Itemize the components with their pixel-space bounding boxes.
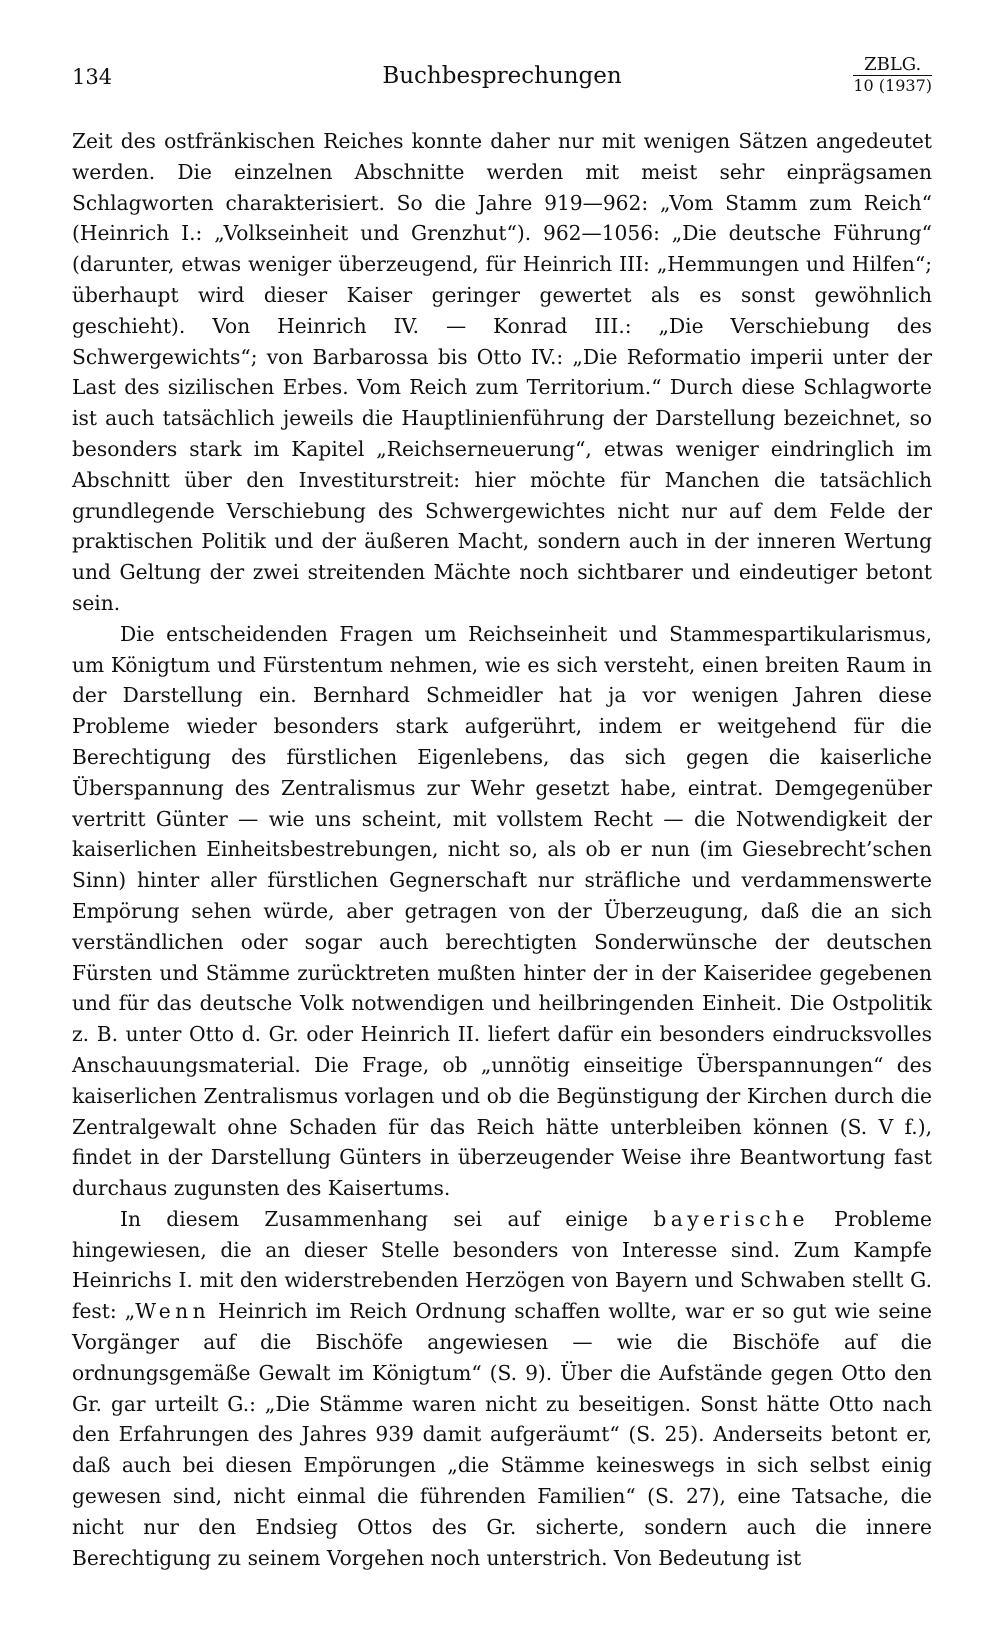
paragraph-2: Die entscheidenden Fragen um Reichseinheit und Stammespartikularismus, um Königtum und Fürstentum nehmen, wie es sich versteht, einen breiten Raum in der Darstellung ein. Bernhard Schmeidler hat ja vor wenigen Jahren diese Probleme wieder besonders stark aufgerührt, indem er weitgehend für die Berechtigung des fürstlichen Eigenlebens, das sich gegen die kaiserliche Überspannung des Zentralismus zur Wehr gesetzt habe, eintrat. Demgegenüber vertritt Günter — wie uns scheint, mit vollstem Recht — die Notwendigkeit der kaiserlichen Einheitsbestrebungen, nicht so, als ob er nun (im Giesebrecht’schen Sinn) hinter aller fürstlichen Gegnerschaft nur sträfliche und verdammenswerte Empörung sehen würde, aber getragen von der Überzeugung, daß die an sich verständlichen oder sogar auch berechtigten Sonderwünsche der deutschen Fürsten und Stämme zurücktreten mußten hinter der in der Kaiseridee gegebenen und für das deutsche Volk notwendigen und heilbringenden Einheit. Die Ostpolitik z. B. unter Otto d. Gr. oder Heinrich II. liefert dafür ein besonders eindrucksvolles Anschauungsmaterial. Die Frage, ob „unnötig einseitige Überspannungen“ des kaiserlichen Zentralismus vorlagen und ob die Begünstigung der Kirchen durch die Zentralgewalt ohne Schaden für das Reich hätte unterbleiben können (S. V f.), findet in der Darstellung Günters in überzeugender Weise ihre Beantwortung fast durchaus zugunsten des Kaisertums. — [72, 621, 932, 1201]
paragraph-1: Zeit des ostfränkischen Reiches konnte daher nur mit wenigen Sätzen angedeutet werden. Die einzelnen Abschnitte werden mit meist sehr einprägsamen Schlagworten charakterisiert. So die Jahre 919—962: „Vom Stamm zum Reich“ (Heinrich I.: „Volkseinheit und Grenzhut“). 962—1056: „Die deutsche Führung“ (darunter, etwas weniger überzeugend, für Heinrich III: „Hemmungen und Hilfen“; überhaupt wird dieser Kaiser geringer gewertet als es sonst gewöhnlich geschieht). Von Heinrich IV. — Konrad III.: „Die Verschiebung des Schwergewichts“; von Barbarossa bis Otto IV.: „Die Reformatio imperii unter der Last des sizilischen Erbes. Vom Reich zum Territorium.“ Durch diese Schlagworte ist auch tatsächlich jeweils die Hauptlinienführung der Darstellung bezeichnet, so besonders stark im Kapitel „Reichserneuerung“, etwas weniger eindringlich im Abschnitt über den Investiturstreit: hier möchte für Manchen die tatsächlich grundlegende Verschiebung des Schwergewichtes nicht nur auf dem Felde der praktischen Politik und der äußeren Macht, sondern auch in der inneren Wertung und Geltung der zwei streitenden Mächte noch sichtbarer und eindeutiger betont sein. — [72, 129, 932, 615]
paragraph-3-part-1: In diesem Zusammenhang sei auf einige — [120, 1206, 654, 1231]
paragraph-3-part-3: Heinrich im Reich Ordnung schaffen wollte, war er so gut wie seine Vorgänger auf die Bischöfe angewiesen — wie die Bischöfe auf die ordnungsgemäße Gewalt im Königtum“ (S. 9). Über die Aufstände gegen Otto den Gr. gar urteilt G.: „Die Stämme waren nicht zu beseitigen. Sonst hätte Otto nach den Erfahrungen des Jahres 939 damit aufgeräumt“ (S. 25). Anderseits betont er, daß auch bei diesen Empörungen „die Stämme keineswegs in sich selbst einig gewesen sind, nicht einmal die führenden Familien“ (S. 27), eine Tatsache, die nicht nur den Endsieg Ottos des Gr. sicherte, sondern auch die innere Berechtigung zu seinem Vorgehen noch unterstrich. Von Bedeutung ist — [72, 1299, 932, 1570]
paragraph-3-part-2: Probleme hingewiesen, die an dieser Stelle besonders von Interesse sind. Zum Kampfe Heinrichs I. mit den widerstrebenden Herzögen von Bayern und Schwaben stellt G. fest: „ — [72, 1206, 932, 1324]
journal-issue: 10 (1937) — [853, 76, 932, 95]
article-body — [72, 126, 932, 1573]
journal-volume: ZBLG. — [853, 55, 932, 76]
emphasis-bayerische: bayerische — [653, 1206, 809, 1231]
journal-reference — [853, 55, 932, 96]
page-number: 134 — [72, 65, 113, 89]
page-header — [72, 55, 932, 105]
emphasis-wenn: Wenn — [135, 1299, 211, 1324]
paragraph-3 — [72, 1204, 932, 1574]
running-title: Buchbesprechungen — [382, 63, 622, 89]
